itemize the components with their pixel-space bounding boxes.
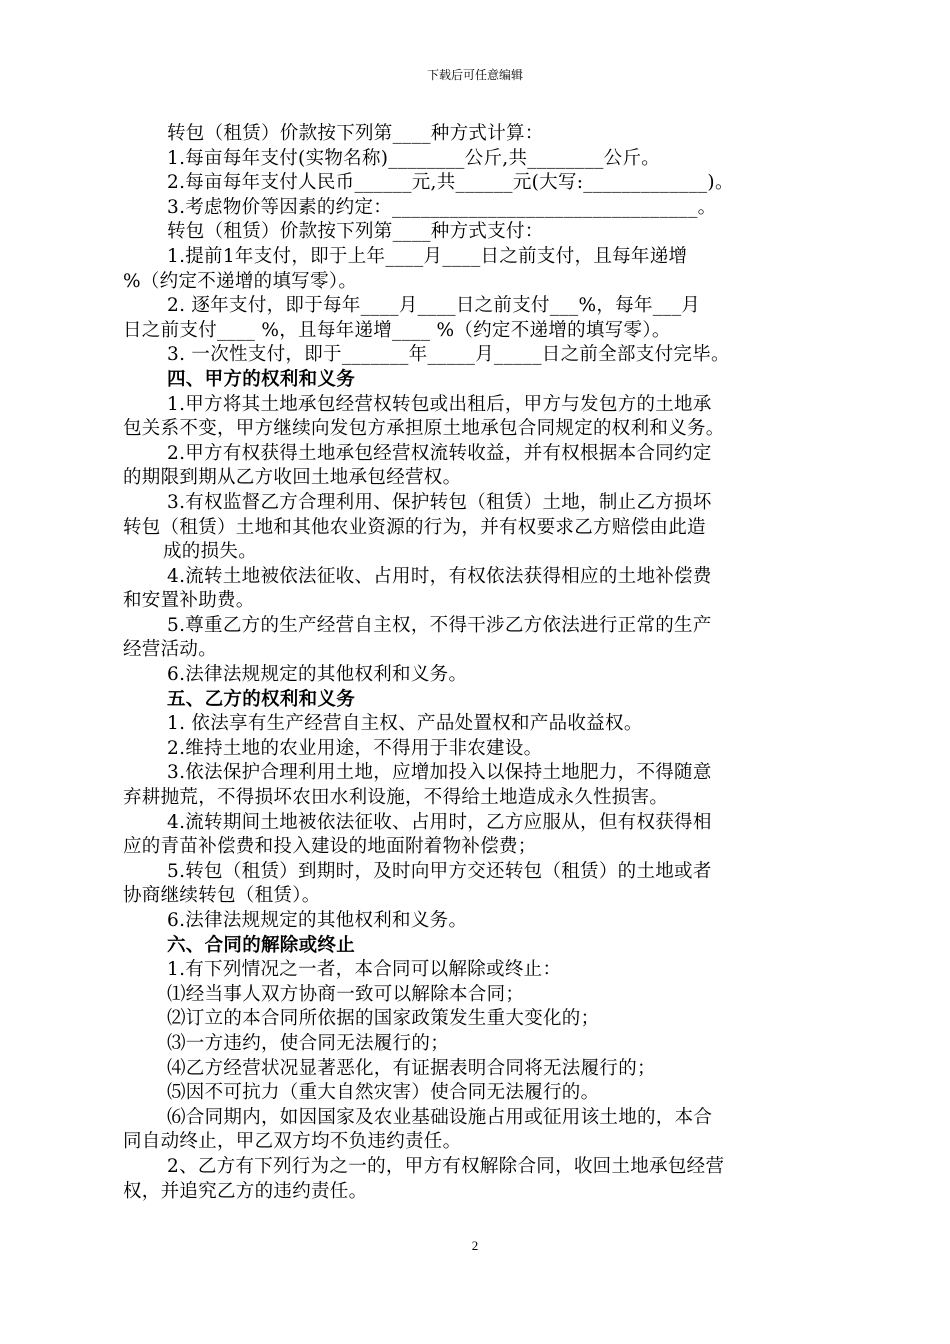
- text-line: 1.提前1年支付，即于上年____月____日之前支付，且每年递增: [167, 245, 688, 267]
- text-line: 包关系不变，甲方继续向发包方承担原土地承包合同规定的权利和义务。: [123, 418, 725, 440]
- text-line: 5.转包（租赁）到期时，及时向甲方交还转包（租赁）的土地或者: [167, 860, 712, 882]
- text-line: %（约定不递增的填写零）。: [123, 270, 358, 292]
- text-line: ⑸因不可抗力（重大自然灾害）使合同无法履行的。: [167, 1082, 600, 1104]
- text-line: ⑶一方违约，使合同无法履行的；: [167, 1032, 450, 1054]
- document-body: [123, 122, 828, 1204]
- text-line: 1.有下列情况之一者，本合同可以解除或终止：: [167, 959, 562, 981]
- text-line: 1.每亩每年支付(实物名称)________公斤,共________公斤。: [167, 147, 661, 169]
- text-line: 5.尊重乙方的生产经营自主权，不得干涉乙方依法进行正常的生产: [167, 614, 712, 636]
- text-line: 应的青苗补偿费和投入建设的地面附着物补偿费；: [123, 836, 537, 858]
- text-line: 1. 依法享有生产经营自主权、产品处置权和产品收益权。: [167, 713, 643, 735]
- text-line: 2、乙方有下列行为之一的，甲方有权解除合同，收回土地承包经营: [167, 1155, 725, 1177]
- text-line: 的期限到期从乙方收回土地承包经营权。: [123, 467, 462, 489]
- text-line: 转包（租赁）价款按下列第____种方式支付：: [167, 221, 544, 243]
- text-line: 和安置补助费。: [123, 590, 255, 612]
- text-line: 4.流转期间土地被依法征收、占用时，乙方应服从，但有权获得相: [167, 811, 712, 833]
- text-line: 经营活动。: [123, 639, 218, 661]
- text-line: 转包（租赁）价款按下列第____种方式计算：: [167, 123, 544, 144]
- text-line: 权，并追究乙方的违约责任。: [123, 1180, 368, 1202]
- text-line: ⑷乙方经营状况显著恶化，有证据表明合同将无法履行的；: [167, 1057, 656, 1079]
- text-line: ⑵订立的本合同所依据的国家政策发生重大变化的；: [167, 1008, 600, 1030]
- text-line: 3. 一次性支付，即于_______年_____月_____日之前全部支付完毕。: [167, 344, 730, 366]
- text-line: 1.甲方将其土地承包经营权转包或出租后，甲方与发包方的土地承: [167, 393, 712, 415]
- text-line: 3.考虑物价等因素的约定：________________________________。: [167, 196, 717, 218]
- section-heading: 六、合同的解除或终止: [167, 934, 356, 956]
- text-line: ⑹合同期内，如因国家及农业基础设施占用或征用该土地的，本合: [167, 1106, 713, 1128]
- text-line: 4.流转土地被依法征收、占用时，有权依法获得相应的土地补偿费: [167, 565, 712, 587]
- text-line: 2.甲方有权获得土地承包经营权流转收益，并有权根据本合同约定: [167, 442, 712, 464]
- section-heading: 四、甲方的权利和义务: [167, 368, 356, 390]
- page-number: 2: [471, 1238, 479, 1253]
- text-line: 3.依法保护合理利用土地，应增加投入以保持土地肥力，不得随意: [167, 762, 712, 784]
- text-line: 2. 逐年支付，即于每年____月____日之前支付___%，每年___月: [167, 295, 701, 317]
- page-header: 下载后可任意编辑: [426, 68, 523, 82]
- text-line: 6.法律法规规定的其他权利和义务。: [167, 664, 468, 686]
- text-line: 转包（租赁）土地和其他农业资源的行为，并有权要求乙方赔偿由此造: [123, 516, 706, 538]
- text-line: 弃耕抛荒，不得损坏农田水利设施，不得给土地造成永久性损害。: [123, 787, 669, 809]
- text-line: 2.每亩每年支付人民币______元,共______元(大写:_____________)。: [167, 172, 734, 194]
- text-line: 2.维持土地的农业用途，不得用于非农建设。: [167, 737, 543, 759]
- text-line: ⑴经当事人双方协商一致可以解除本合同；: [167, 983, 525, 1005]
- text-line: 3.有权监督乙方合理利用、保护转包（租赁）土地，制止乙方损坏: [167, 491, 712, 513]
- section-heading: 五、乙方的权利和义务: [167, 688, 356, 710]
- text-line: 同自动终止，甲乙双方均不负违约责任。: [123, 1131, 462, 1153]
- text-line: 成的损失。: [163, 541, 258, 563]
- text-line: 协商继续转包（租赁）。: [123, 885, 321, 907]
- text-line: 日之前支付____ %，且每年递增____ %（约定不递增的填写零）。: [123, 319, 671, 341]
- text-line: 6.法律法规规定的其他权利和义务。: [167, 910, 468, 931]
